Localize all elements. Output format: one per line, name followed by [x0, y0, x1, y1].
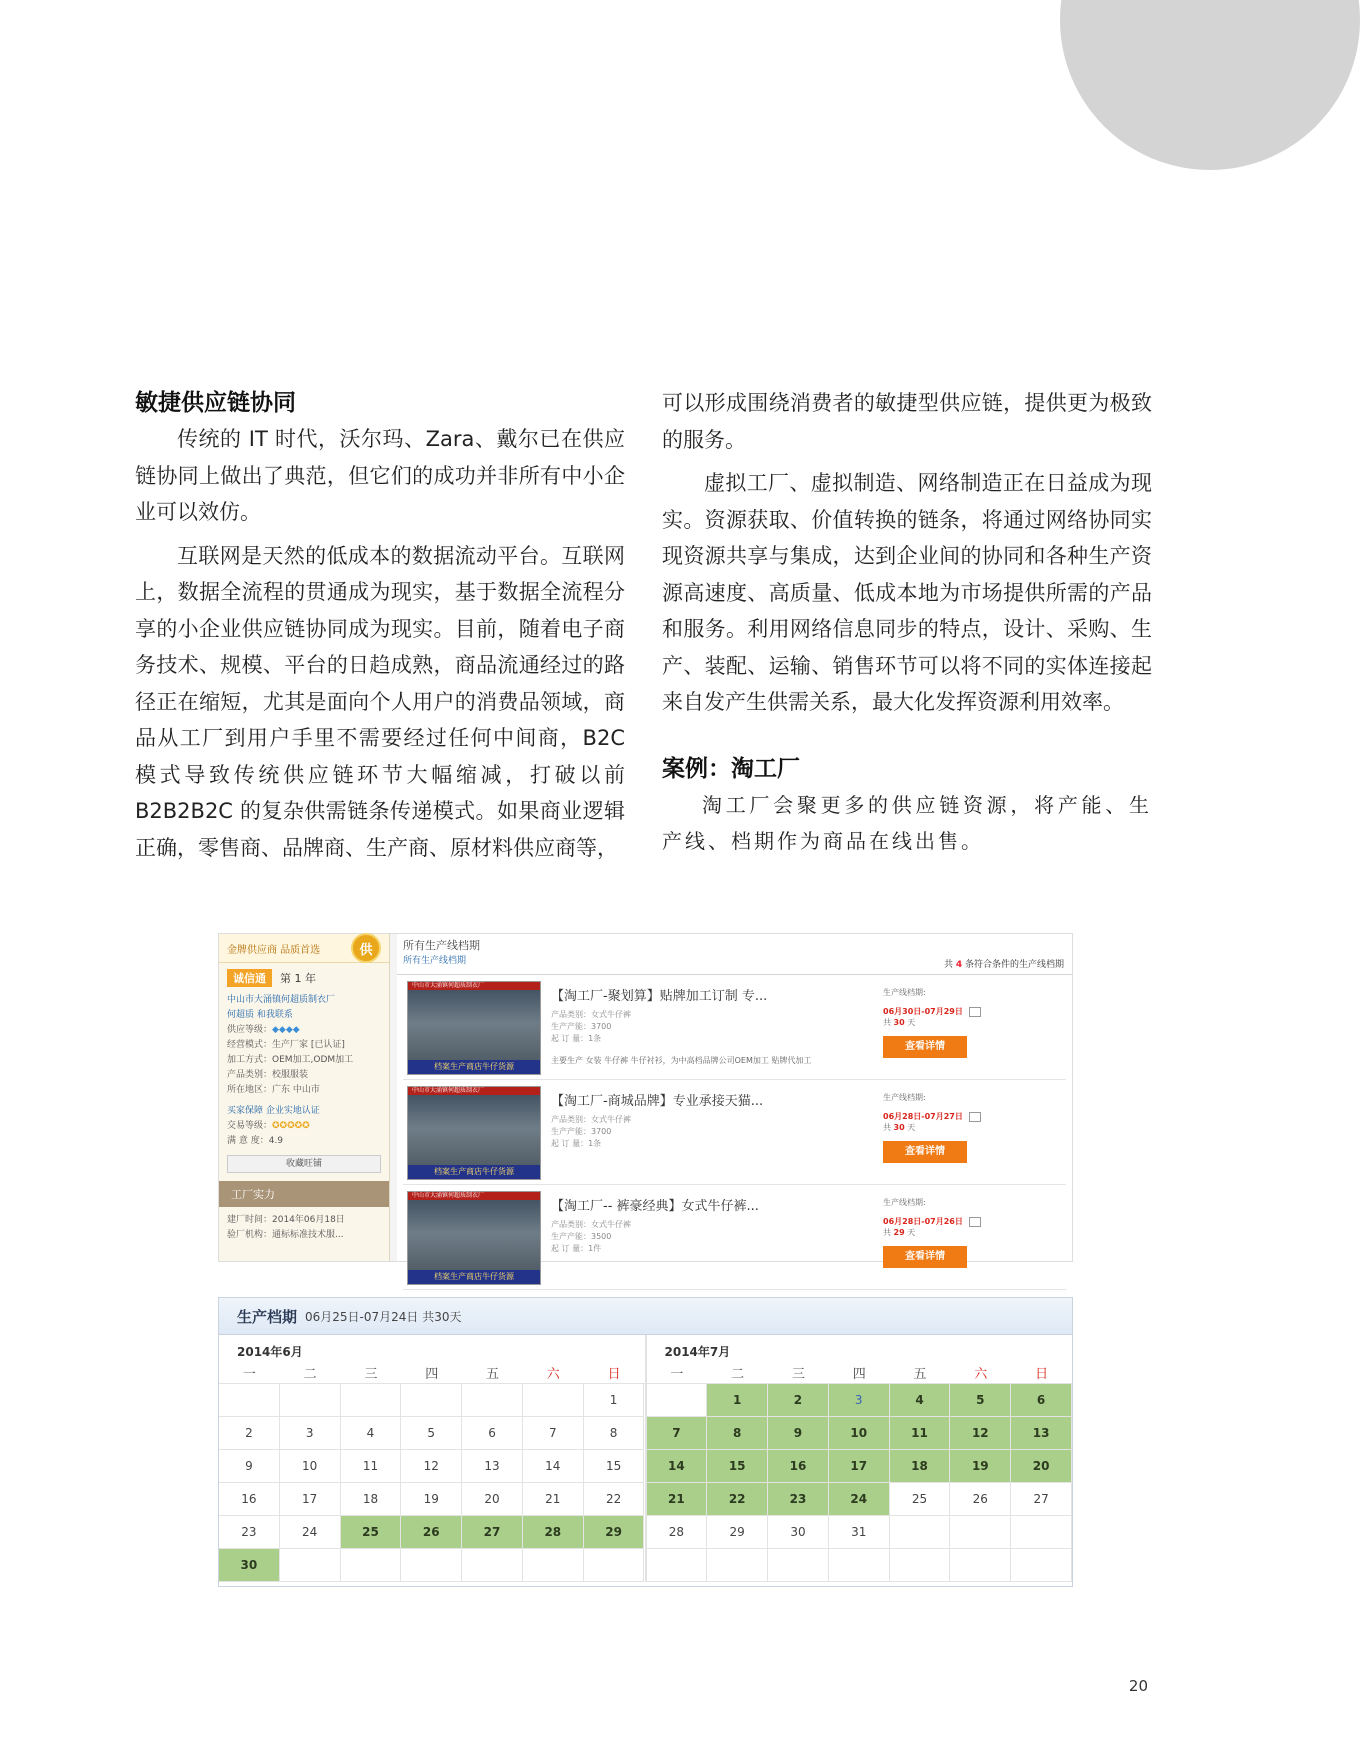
calendar-empty: [219, 1384, 280, 1417]
calendar-day[interactable]: 9: [219, 1450, 280, 1483]
calendar-day[interactable]: 10: [280, 1450, 341, 1483]
production-line-screenshot: [218, 933, 1073, 1281]
line-schedule: 生产线档期: 06月28日-07月27日 共 30 天 查看详情: [883, 1092, 1053, 1163]
calendar-empty: [584, 1549, 645, 1582]
day-grid: [219, 1383, 645, 1582]
calendar-day[interactable]: 7: [647, 1417, 708, 1450]
calendar-day[interactable]: 19: [401, 1483, 462, 1516]
calendar-empty: [890, 1549, 951, 1582]
calendar-empty: [341, 1384, 402, 1417]
case-heading: 案例：淘工厂: [662, 755, 800, 782]
result-count: 共 4 条符合条件的生产线档期: [943, 960, 1064, 970]
calendar-day[interactable]: 6: [1011, 1384, 1072, 1417]
calendar-day[interactable]: 22: [584, 1483, 645, 1516]
calendar-day[interactable]: 28: [647, 1516, 708, 1549]
weekday-label: 五: [486, 1366, 500, 1382]
calendar-empty: [647, 1549, 708, 1582]
calendar-day[interactable]: 26: [950, 1483, 1011, 1516]
view-details-button[interactable]: 查看详情: [883, 1141, 967, 1163]
month-july: [645, 1335, 1073, 1582]
weekday-label: 一: [670, 1366, 684, 1382]
calendar-empty: [1011, 1516, 1072, 1549]
calendar-day[interactable]: 8: [584, 1417, 645, 1450]
calendar-day[interactable]: 15: [584, 1450, 645, 1483]
calendar-day[interactable]: 13: [462, 1450, 523, 1483]
factory-strength-header: 工厂实力: [219, 1181, 389, 1207]
line-meta: 产品类别：女式牛仔裤 生产产能：3700 起 订 量：1条: [551, 1115, 631, 1148]
weekday-label: 四: [425, 1366, 439, 1382]
calendar-empty: [401, 1549, 462, 1582]
month-title: 2014年7月: [664, 1345, 731, 1359]
calendar-title: 生产档期: [237, 1307, 298, 1326]
line-title[interactable]: 【淘工厂-商城品牌】专业承接天猫...: [551, 1094, 764, 1109]
calendar-months: [219, 1335, 1072, 1582]
listing-panel: [397, 934, 1072, 1281]
calendar-empty: [523, 1549, 584, 1582]
article-right-column: [662, 385, 1152, 860]
calendar-empty: [280, 1549, 341, 1582]
line-meta: 产品类别：女式牛仔裤 生产产能：3700 起 订 量：1条: [551, 1010, 631, 1043]
calendar-day[interactable]: 29: [584, 1516, 645, 1549]
calendar-day[interactable]: 16: [768, 1450, 829, 1483]
calendar-empty: [950, 1516, 1011, 1549]
line-title[interactable]: 【淘工厂-聚划算】贴牌加工订制 专...: [551, 989, 768, 1004]
calendar-empty: [1011, 1549, 1072, 1582]
paragraph: 传统的 IT 时代，沃尔玛、Zara、戴尔已在供应链协同上做出了典范，但它们的成功并非所有中小企业可以效仿。: [135, 427, 625, 524]
paragraph: 互联网是天然的低成本的数据流动平台。互联网上，数据全流程的贯通成为现实，基于数据全流程分享的小企业供应链协同成为现实。目前，随着电子商务技术、规模、平台的日趋成熟，商品流通经过的路径正在缩短，尤其是面向个人用户的消费品领域，商品从工厂到用户手里不需要经过任何中间商，B2C 模式导致传统供应链环节大幅缩减，打破以前 B2B2B2C 的复杂供需链条传递模式。如果商业逻辑正确，零售商、品牌商、生产商、原材料供应商等，: [135, 543, 625, 860]
calendar-day[interactable]: 2: [768, 1384, 829, 1417]
trade-level-crowns: ✪✪✪✪✪: [272, 1121, 310, 1131]
view-details-button[interactable]: 查看详情: [883, 1036, 967, 1058]
production-calendar: [218, 1297, 1073, 1587]
calendar-day[interactable]: 5: [950, 1384, 1011, 1417]
calendar-day[interactable]: 21: [523, 1483, 584, 1516]
calendar-day[interactable]: 22: [707, 1483, 768, 1516]
weekday-label: 一: [242, 1366, 256, 1382]
calendar-day[interactable]: 3: [280, 1417, 341, 1450]
calendar-day[interactable]: 10: [829, 1417, 890, 1450]
production-line-item: [403, 975, 1066, 1080]
supplier-info: 中山市大涌镇何超质制衣厂 何超质 和我联系 供应等级：◆◆◆◆ 经营模式：生产厂家 [已认证] 加工方式：OEM加工,ODM加工 产品类别：校服服装 所在地区：广东 中山市 买家保障 企业实地认证 交易等级：✪✪✪✪✪ 满 意 度：4.9: [219, 993, 389, 1149]
calendar-empty: [829, 1549, 890, 1582]
production-line-item: [403, 1080, 1066, 1185]
weekday-label: 日: [607, 1366, 621, 1382]
calendar-empty: [890, 1516, 951, 1549]
calendar-day[interactable]: 13: [1011, 1417, 1072, 1450]
calendar-day[interactable]: 8: [707, 1417, 768, 1450]
line-meta: 产品类别：女式牛仔裤 生产产能：3500 起 订 量：1件: [551, 1220, 631, 1253]
weekday-row: [219, 1361, 645, 1383]
calendar-day[interactable]: 16: [219, 1483, 280, 1516]
paragraph: 虚拟工厂、虚拟制造、网络制造正在日益成为现实。资源获取、价值转换的链条，将通过网络协同实现资源共享与集成，达到企业间的协同和各种生产资源高速度、高质量、低成本地为市场提供所需的产品和服务。利用网络信息同步的特点，设计、采购、生产、装配、运输、销售环节可以将不同的实体连接起来自发产生供需关系，最大化发挥资源利用效率。: [662, 471, 1152, 714]
calendar-day[interactable]: 23: [219, 1516, 280, 1549]
production-line-item: [403, 1185, 1066, 1290]
calendar-day[interactable]: 14: [523, 1450, 584, 1483]
calendar-day[interactable]: 7: [523, 1417, 584, 1450]
buyer-protection-link[interactable]: 买家保障: [227, 1106, 264, 1116]
calendar-empty: [768, 1549, 829, 1582]
calendar-day[interactable]: 27: [462, 1516, 523, 1549]
calendar-day[interactable]: 25: [341, 1516, 402, 1549]
calendar-day[interactable]: 31: [829, 1516, 890, 1549]
calendar-day[interactable]: 4: [341, 1417, 402, 1450]
weekday-label: 三: [364, 1366, 378, 1382]
month-title: 2014年6月: [237, 1345, 303, 1359]
calendar-day[interactable]: 28: [523, 1516, 584, 1549]
calendar-day[interactable]: 11: [890, 1417, 951, 1450]
day-grid: [647, 1383, 1073, 1582]
calendar-day[interactable]: 12: [950, 1417, 1011, 1450]
corner-decoration: [1060, 0, 1360, 170]
weekday-label: 二: [731, 1366, 745, 1382]
calendar-day[interactable]: 26: [401, 1516, 462, 1549]
calendar-day[interactable]: 30: [768, 1516, 829, 1549]
calendar-day[interactable]: 9: [768, 1417, 829, 1450]
calendar-day[interactable]: 14: [647, 1450, 708, 1483]
calendar-empty: [950, 1549, 1011, 1582]
calendar-day[interactable]: 6: [462, 1417, 523, 1450]
page-number: 20: [1128, 1677, 1148, 1695]
weekday-label: 四: [852, 1366, 866, 1382]
article-left-column: [135, 385, 625, 866]
calendar-day[interactable]: 27: [1011, 1483, 1072, 1516]
weekday-label: 六: [974, 1366, 988, 1382]
verification-link[interactable]: 企业实地认证: [265, 1106, 320, 1116]
calendar-icon: [969, 1217, 981, 1227]
line-title[interactable]: 【淘工厂-- 裤豪经典】女式牛仔裤...: [551, 1199, 759, 1214]
calendar-icon: [969, 1007, 981, 1017]
calendar-day[interactable]: 24: [280, 1516, 341, 1549]
calendar-day[interactable]: 2: [219, 1417, 280, 1450]
month-june: [219, 1335, 645, 1582]
calendar-empty: [462, 1549, 523, 1582]
calendar-day[interactable]: 4: [890, 1384, 951, 1417]
calendar-day[interactable]: 20: [462, 1483, 523, 1516]
listing-title: 所有生产线档期: [403, 939, 480, 952]
weekday-label: 日: [1035, 1366, 1049, 1382]
gold-supplier-banner: 金牌供应商 品质首选 供: [219, 934, 389, 963]
calendar-range: 06月25日-07月24日 共30天: [305, 1309, 462, 1324]
company-link[interactable]: 中山市大涌镇何超质制衣厂: [227, 995, 336, 1005]
calendar-day[interactable]: 17: [829, 1450, 890, 1483]
weekday-row: [647, 1361, 1073, 1383]
factory-photo[interactable]: 中山市大涌镇何超质制衣厂 档案生产商店牛仔货源: [407, 1086, 541, 1180]
calendar-day[interactable]: 18: [341, 1483, 402, 1516]
view-details-button[interactable]: 查看详情: [883, 1246, 967, 1268]
factory-info: 建厂时间：2014年06月18日 验厂机构：通标标准技术服...: [227, 1215, 345, 1240]
line-schedule: 生产线档期: 06月30日-07月29日 共 30 天 查看详情: [883, 987, 1053, 1058]
calendar-day[interactable]: 25: [890, 1483, 951, 1516]
line-schedule: 生产线档期: 06月28日-07月26日 共 29 天 查看详情: [883, 1197, 1053, 1268]
calendar-day[interactable]: 20: [1011, 1450, 1072, 1483]
factory-photo[interactable]: 中山市大涌镇何超质制衣厂 档案生产商店牛仔货源: [407, 1191, 541, 1285]
calendar-day[interactable]: 1: [584, 1384, 645, 1417]
weekday-label: 二: [303, 1366, 317, 1382]
supplier-sidebar: [219, 934, 390, 1261]
calendar-header: [219, 1298, 1072, 1335]
favorite-shop-button[interactable]: 收藏旺铺: [227, 1155, 381, 1173]
calendar-empty: [401, 1384, 462, 1417]
contact-name[interactable]: 何超质: [227, 1010, 255, 1020]
gold-supplier-icon: 供: [351, 933, 381, 963]
listing-header: [397, 934, 1072, 975]
calendar-day[interactable]: 30: [219, 1549, 280, 1582]
contact-button[interactable]: 和我联系: [256, 1010, 293, 1020]
calendar-empty: [341, 1549, 402, 1582]
calendar-day[interactable]: 17: [280, 1483, 341, 1516]
listing-breadcrumb[interactable]: 所有生产线档期: [403, 956, 467, 966]
calendar-day[interactable]: 1: [707, 1384, 768, 1417]
calendar-day[interactable]: 18: [890, 1450, 951, 1483]
calendar-day[interactable]: 15: [707, 1450, 768, 1483]
calendar-day[interactable]: 23: [768, 1483, 829, 1516]
chengxin-badge: 诚信通 第 1 年: [227, 969, 381, 987]
weekday-label: 六: [546, 1366, 560, 1382]
calendar-day[interactable]: 12: [401, 1450, 462, 1483]
weekday-label: 三: [791, 1366, 805, 1382]
calendar-day[interactable]: 29: [707, 1516, 768, 1549]
calendar-day[interactable]: 21: [647, 1483, 708, 1516]
calendar-day[interactable]: 19: [950, 1450, 1011, 1483]
paragraph: 可以形成围绕消费者的敏捷型供应链，提供更为极致的服务。: [662, 391, 1152, 452]
calendar-empty: [523, 1384, 584, 1417]
calendar-day[interactable]: 5: [401, 1417, 462, 1450]
paragraph: 淘工厂会聚更多的供应链资源，将产能、生产线、档期作为商品在线出售。: [662, 792, 1152, 853]
calendar-empty: [707, 1549, 768, 1582]
calendar-day[interactable]: 3: [829, 1384, 890, 1417]
calendar-empty: [647, 1384, 708, 1417]
calendar-empty: [280, 1384, 341, 1417]
level-diamonds: ◆◆◆◆: [272, 1025, 300, 1035]
calendar-day[interactable]: 11: [341, 1450, 402, 1483]
weekday-label: 五: [913, 1366, 927, 1382]
line-description: 主要生产 女装 牛仔裤 牛仔衬衫，为中高档品牌公司OEM加工 贴牌代加工: [551, 1056, 812, 1065]
calendar-icon: [969, 1112, 981, 1122]
factory-photo[interactable]: 中山市大涌镇何超质制衣厂 档案生产商店牛仔货源: [407, 981, 541, 1075]
calendar-empty: [462, 1384, 523, 1417]
section-heading: 敏捷供应链协同: [135, 390, 296, 416]
calendar-day[interactable]: 24: [829, 1483, 890, 1516]
